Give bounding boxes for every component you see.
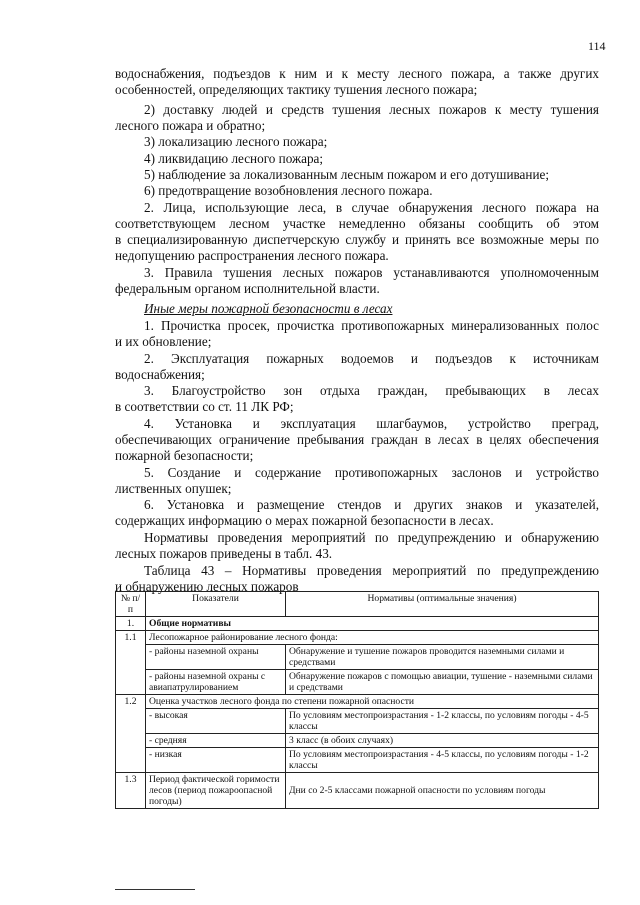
text-line: содержащих информацию о мерах пожарной безопасности в лесах.	[115, 513, 494, 528]
text-line: федеральным органом исполнительной власти.	[115, 281, 380, 296]
row-num: 1.1	[116, 631, 146, 695]
text-line: 3) локализацию лесного пожара;	[144, 134, 328, 149]
row-num: 1.3	[116, 773, 146, 809]
text-line: лиственных опушек;	[115, 481, 232, 496]
header-indicators: Показатели	[146, 592, 286, 617]
norms-table	[115, 591, 599, 809]
row-indicator: - районы наземной охраны с авиапатрулированием	[146, 670, 286, 695]
text-line: 3. Правила тушения лесных пожаров устанавливаются уполномоченным	[144, 265, 599, 280]
text-line: лесных пожаров приведены в табл. 43.	[115, 546, 333, 561]
text-line: в специализированную диспетчерскую службу и принять все возможные меры по	[115, 232, 599, 247]
row-section-title: Общие нормативы	[146, 617, 599, 631]
row-indicator: Период фактической горимости лесов (период пожароопасной погоды)	[146, 773, 286, 809]
text-line: Нормативы проведения мероприятий по предупреждению и обнаружению	[144, 530, 599, 545]
text-line: водоснабжения, подъездов к ним и к месту лесного пожара, а также других	[115, 66, 599, 81]
table-row	[116, 631, 599, 645]
text-line: обеспечивающих ограничение пребывания граждан в лесах в целях обеспечения	[115, 432, 599, 447]
section-heading: Иные меры пожарной безопасности в лесах	[144, 301, 393, 316]
row-norm: Дни со 2-5 классами пожарной опасности по условиям погоды	[286, 773, 599, 809]
text-line: 1. Прочистка просек, прочистка противопожарных минерализованных полос	[144, 318, 599, 333]
text-line: 6. Установка и размещение стендов и других знаков и указателей,	[144, 497, 599, 512]
text-line: 4. Установка и эксплуатация шлагбаумов, устройство преград,	[144, 416, 599, 431]
text-line: недопущению распространения лесного пожара.	[115, 248, 389, 263]
row-norm: Обнаружение и тушение пожаров проводится наземными силами и средствами	[286, 645, 599, 670]
row-indicator: - высокая	[146, 709, 286, 734]
row-num: 1.	[116, 617, 146, 631]
row-indicator: - районы наземной охраны	[146, 645, 286, 670]
text-line: 4) ликвидацию лесного пожара;	[144, 151, 324, 166]
table-row	[116, 734, 599, 748]
header-norms: Нормативы (оптимальные значения)	[286, 592, 599, 617]
row-indicator: Оценка участков лесного фонда по степени пожарной опасности	[146, 695, 599, 709]
table-header-row	[116, 592, 599, 617]
row-indicator: - низкая	[146, 748, 286, 773]
text-line: особенностей, определяющих тактику тушения лесного пожара;	[115, 82, 478, 97]
row-norm: Обнаружение пожаров с помощью авиации, тушение - наземными силами и средствами	[286, 670, 599, 695]
table-row	[116, 645, 599, 670]
text-line: 3. Благоустройство зон отдыха граждан, пребывающих в лесах	[144, 383, 599, 398]
row-norm: 3 класс (в обоих случаях)	[286, 734, 599, 748]
text-line: 2) доставку людей и средств тушения лесных пожаров к месту тушения	[144, 102, 599, 117]
table-row	[116, 773, 599, 809]
text-line: 5. Создание и содержание противопожарных заслонов и устройство	[144, 465, 599, 480]
text-line: пожарной безопасности;	[115, 448, 254, 463]
row-indicator: Лесопожарное районирование лесного фонда:	[146, 631, 599, 645]
text-line: лесного пожара и обратно;	[115, 118, 266, 133]
text-line: 6) предотвращение возобновления лесного пожара.	[144, 183, 433, 198]
row-norm: По условиям местопроизрастания - 1-2 классы, по условиям погоды - 4-5 классы	[286, 709, 599, 734]
text-line: 2. Лица, использующие леса, в случае обнаружения лесного пожара на	[144, 200, 599, 215]
row-norm: По условиям местопроизрастания - 4-5 классы, по условиям погоды - 1-2 классы	[286, 748, 599, 773]
text-line: соответствующем лесном участке немедленно обязаны сообщить об этом	[115, 216, 599, 231]
table-caption-line-2: и обнаружению лесных пожаров	[115, 579, 299, 594]
table-row	[116, 617, 599, 631]
table-row	[116, 709, 599, 734]
row-num: 1.2	[116, 695, 146, 773]
text-line: 2. Эксплуатация пожарных водоемов и подъездов к источникам	[144, 351, 599, 366]
table-caption: Таблица 43 – Нормативы проведения мероприятий по предупреждению	[144, 563, 599, 578]
footnote-divider	[115, 889, 195, 890]
page-number: 114	[588, 39, 606, 53]
text-line: в соответствии со ст. 11 ЛК РФ;	[115, 399, 294, 414]
header-num: № п/п	[116, 592, 146, 617]
table-row	[116, 748, 599, 773]
table-row	[116, 670, 599, 695]
text-line: и их обновление;	[115, 334, 212, 349]
row-indicator: - средняя	[146, 734, 286, 748]
text-line: водоснабжения;	[115, 367, 205, 382]
text-line: 5) наблюдение за локализованным лесным пожаром и его дотушивание;	[144, 167, 550, 182]
table-row	[116, 695, 599, 709]
